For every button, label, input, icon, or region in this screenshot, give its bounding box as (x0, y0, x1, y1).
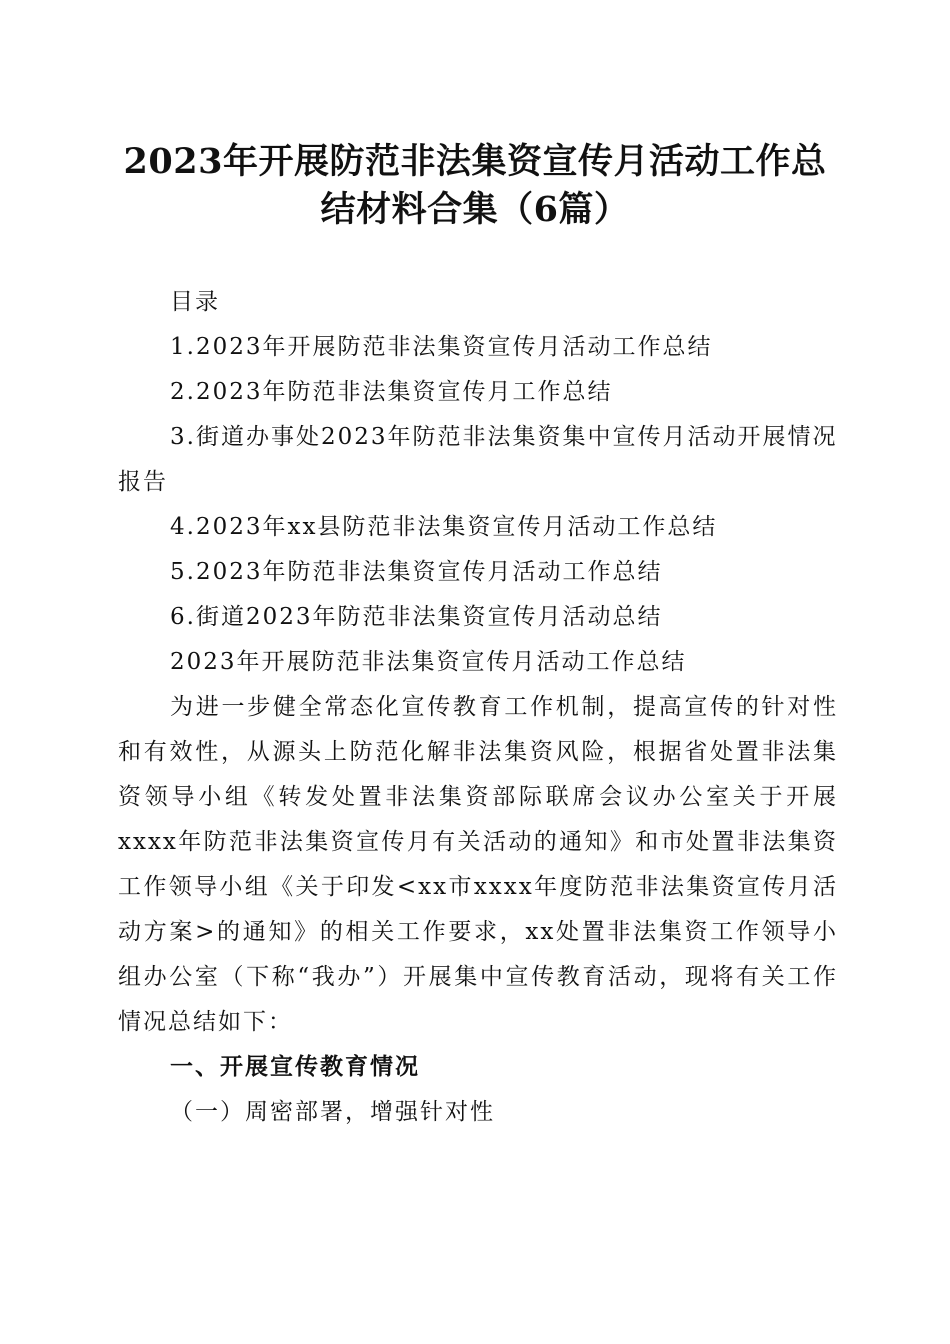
toc-item-4: 4.2023年xx县防范非法集资宣传月活动工作总结 (170, 514, 718, 540)
toc-item-5: 5.2023年防范非法集资宣传月活动工作总结 (170, 559, 663, 585)
heading-level-2: （一）周密部署，增强针对性 (170, 1099, 495, 1125)
toc-item-2: 2.2023年防范非法集资宣传月工作总结 (170, 379, 613, 405)
title-line-1: 2023年开展防范非法集资宣传月活动工作总 (123, 141, 827, 182)
document-title (100, 138, 850, 234)
title-line-2: 结材料合集（6篇） (320, 189, 630, 230)
document-body (118, 280, 838, 1135)
toc-item-1: 1.2023年开展防范非法集资宣传月活动工作总结 (170, 334, 713, 360)
heading-level-1: 一、开展宣传教育情况 (170, 1054, 420, 1080)
toc-item-6: 6.街道2023年防范非法集资宣传月活动总结 (170, 604, 663, 630)
section-title: 2023年开展防范非法集资宣传月活动工作总结 (170, 649, 687, 675)
toc-label: 目录 (170, 289, 220, 315)
intro-paragraph: 为进一步健全常态化宣传教育工作机制，提高宣传的针对性和有效性，从源头上防范化解非法集资风险，根据省处置非法集资领导小组《转发处置非法集资部际联席会议办公室关于开展xxxx年防范非法集资宣传月有关活动的通知》和市处置非法集资工作领导小组《关于印发<xx市xxxx年度防范非法集资宣传月活动方案>的通知》的相关工作要求，xx处置非法集资工作领导小组办公室（下称“我办”）开展集中宣传教育活动，现将有关工作情况总结如下： (118, 694, 838, 1035)
toc-item-3: 3.街道办事处2023年防范非法集资集中宣传月活动开展情况报告 (118, 424, 838, 495)
